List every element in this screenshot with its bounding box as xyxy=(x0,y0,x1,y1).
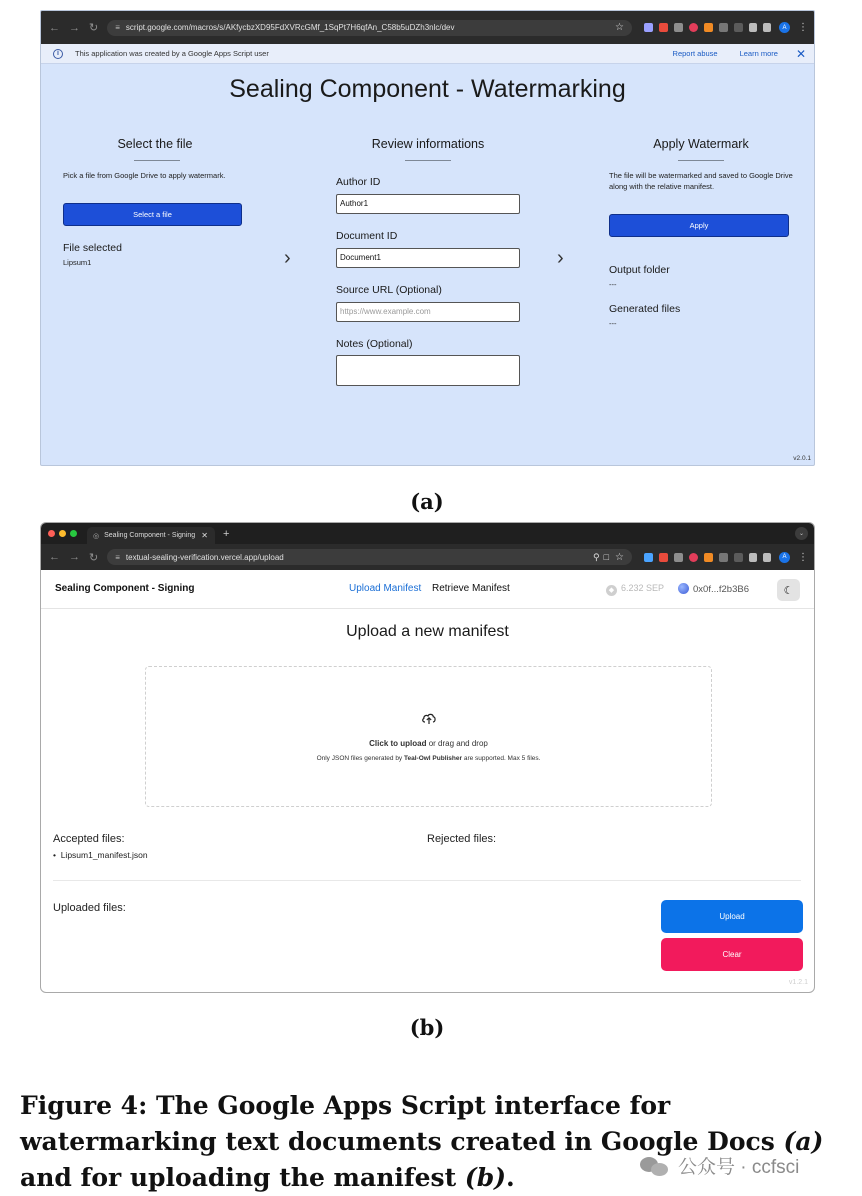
globe-icon: ◎ xyxy=(93,532,100,540)
extension-icon[interactable] xyxy=(659,23,668,32)
app-header xyxy=(41,570,814,609)
accepted-file-item: Lipsum1_manifest.json xyxy=(60,850,148,860)
nav-upload-manifest[interactable]: Upload Manifest xyxy=(349,583,422,594)
more-menu-icon[interactable]: ⋮ xyxy=(798,22,808,33)
profile-avatar[interactable]: A xyxy=(779,22,790,33)
extension-icon[interactable] xyxy=(689,23,698,32)
page-icon[interactable]: □ xyxy=(603,552,610,562)
select-file-button[interactable]: Select a file xyxy=(63,203,242,226)
chevron-right-icon: › xyxy=(557,247,564,269)
browser-tab[interactable] xyxy=(87,527,215,544)
hint-prefix: Only JSON files generated by xyxy=(316,755,404,762)
caption-text: . xyxy=(506,1163,515,1192)
extension-icon[interactable] xyxy=(689,553,698,562)
upload-button[interactable]: Upload xyxy=(661,900,803,933)
back-icon[interactable]: ← xyxy=(49,551,60,563)
source-url-label: Source URL (Optional) xyxy=(336,284,442,296)
new-tab-icon[interactable]: + xyxy=(223,527,230,540)
clear-button[interactable]: Clear xyxy=(661,938,803,971)
site-info-icon[interactable]: ≡ xyxy=(115,552,120,562)
author-id-label: Author ID xyxy=(336,176,381,188)
output-folder-value: --- xyxy=(609,280,617,289)
sidepanel-icon[interactable] xyxy=(763,553,771,562)
select-file-heading: Select the file xyxy=(117,137,193,151)
forward-icon[interactable]: → xyxy=(69,21,80,34)
extension-icon[interactable] xyxy=(644,23,653,32)
report-abuse-link[interactable]: Report abuse xyxy=(672,49,718,58)
apply-button[interactable]: Apply xyxy=(609,214,789,237)
dropzone-main-text xyxy=(146,739,711,748)
extension-icon[interactable] xyxy=(719,553,728,562)
download-icon[interactable] xyxy=(749,23,757,32)
version-label: v1.2.1 xyxy=(788,979,808,986)
click-to-upload-text[interactable]: Click to upload xyxy=(369,739,427,748)
theme-toggle-button[interactable] xyxy=(777,579,800,601)
browser-tab-strip xyxy=(41,523,814,544)
app-brand: Sealing Component - Signing xyxy=(55,583,195,594)
heading-divider xyxy=(134,160,180,161)
heading-divider xyxy=(678,160,724,161)
chevron-right-icon: › xyxy=(284,247,291,269)
info-icon: i xyxy=(53,49,63,59)
caption-ref-a: (a) xyxy=(783,1127,824,1156)
nav-retrieve-manifest[interactable]: Retrieve Manifest xyxy=(432,583,510,594)
output-folder-label: Output folder xyxy=(609,264,670,276)
site-info-icon[interactable]: ≡ xyxy=(115,23,120,32)
profile-avatar[interactable]: A xyxy=(779,552,790,563)
info-message: This application was created by a Google Apps Script user xyxy=(75,49,269,58)
watermark-text: 公众号 · ccfsci xyxy=(678,1157,800,1178)
close-icon[interactable]: ✕ xyxy=(795,46,806,61)
dropzone-hint xyxy=(146,755,711,762)
accepted-files-label: Accepted files: xyxy=(53,833,125,845)
upload-title: Upload a new manifest xyxy=(346,623,509,640)
file-selected-value: Lipsum1 xyxy=(63,258,92,267)
browser-address-bar xyxy=(41,11,814,44)
wallet-button[interactable] xyxy=(678,583,749,595)
zoom-icon[interactable]: ⚲ xyxy=(593,551,600,562)
download-icon[interactable] xyxy=(749,553,757,562)
puzzle-icon[interactable] xyxy=(734,553,743,562)
author-id-input[interactable]: Author1 xyxy=(336,194,520,214)
balance-value: 6.232 SEP xyxy=(621,583,665,593)
maximize-window-dot[interactable] xyxy=(70,530,77,537)
minimize-window-dot[interactable] xyxy=(59,530,66,537)
extension-icon[interactable] xyxy=(659,553,668,562)
apply-description: The file will be watermarked and saved to Google Drive along with the relative manifest. xyxy=(609,171,793,191)
reload-icon[interactable]: ↻ xyxy=(89,551,99,564)
extension-icon[interactable] xyxy=(644,553,653,562)
apps-script-info-bar xyxy=(41,44,814,64)
forward-icon[interactable]: → xyxy=(69,551,80,563)
file-selected-label: File selected xyxy=(63,242,122,254)
document-id-input[interactable]: Document1 xyxy=(336,248,520,268)
figure-b-screenshot xyxy=(40,522,815,993)
uploaded-files-label: Uploaded files: xyxy=(53,902,126,914)
hint-brand: Teal-Owl Publisher xyxy=(404,755,463,762)
wechat-logo-icon xyxy=(640,1155,670,1177)
bookmark-star-icon[interactable]: ☆ xyxy=(615,551,624,563)
wallet-address: 0x0f...f2b3B6 xyxy=(693,584,749,595)
file-dropzone[interactable] xyxy=(145,666,712,807)
extension-icon[interactable] xyxy=(674,553,683,562)
reload-icon[interactable]: ↻ xyxy=(89,22,99,34)
tab-title: Sealing Component - Signing xyxy=(104,532,196,539)
url-text: textual-sealing-verification.vercel.app/upload xyxy=(125,552,284,562)
learn-more-link[interactable]: Learn more xyxy=(739,49,778,58)
caption-text: and for uploading the manifest xyxy=(20,1163,465,1192)
extension-icon[interactable] xyxy=(719,23,728,32)
url-field[interactable] xyxy=(107,20,632,36)
review-heading: Review informations xyxy=(371,137,485,151)
extension-icon[interactable] xyxy=(674,23,683,32)
back-icon[interactable]: ← xyxy=(49,21,60,34)
bookmark-star-icon[interactable]: ☆ xyxy=(615,22,624,33)
balance-display xyxy=(606,583,664,596)
caption-ref-b: (b) xyxy=(464,1163,507,1192)
extension-icon[interactable] xyxy=(704,23,713,32)
subfigure-label-b: (b) xyxy=(409,1015,445,1040)
apply-watermark-heading: Apply Watermark xyxy=(653,137,749,151)
caption-text: Figure 4: The Google Apps Script interface for watermarking text documents created in Google Docs xyxy=(20,1091,784,1156)
url-field[interactable] xyxy=(107,549,632,565)
ethereum-icon: ◆ xyxy=(606,585,617,596)
wallet-avatar-icon xyxy=(678,583,689,594)
browser-address-bar xyxy=(41,544,814,570)
notes-textarea[interactable] xyxy=(336,355,520,386)
source-url-input[interactable]: https://www.example.com xyxy=(336,302,520,322)
list-bullet: • xyxy=(53,850,61,860)
rejected-files-label: Rejected files: xyxy=(427,833,497,845)
generated-files-label: Generated files xyxy=(609,303,681,315)
document-id-label: Document ID xyxy=(336,230,398,242)
cloud-upload-icon xyxy=(421,711,437,725)
url-text: script.google.com/macros/s/AKfycbzXD95FdXVRcGMf_1SqPt7H6qfAn_C58b5uDZh3nlc/dev xyxy=(125,23,455,32)
select-instructions: Pick a file from Google Drive to apply watermark. xyxy=(63,171,226,180)
wechat-watermark xyxy=(640,1152,799,1179)
sidepanel-icon[interactable] xyxy=(763,23,771,32)
tab-search-icon[interactable]: ⌄ xyxy=(795,527,808,540)
subfigure-label-a: (a) xyxy=(410,489,444,514)
figure-caption xyxy=(20,1088,842,1196)
generated-files-value: --- xyxy=(609,319,617,328)
extension-icon[interactable] xyxy=(704,553,713,562)
version-label: v2.0.1 xyxy=(793,455,811,462)
accepted-files-list xyxy=(53,850,148,860)
hint-suffix: are supported. Max 5 files. xyxy=(462,755,541,762)
close-tab-icon[interactable]: ✕ xyxy=(201,531,208,540)
page-title: Sealing Component - Watermarking xyxy=(229,75,626,103)
puzzle-icon[interactable] xyxy=(734,23,743,32)
heading-divider xyxy=(405,160,451,161)
notes-label: Notes (Optional) xyxy=(336,338,413,350)
moon-icon: ☾ xyxy=(783,584,794,597)
more-menu-icon[interactable]: ⋮ xyxy=(798,551,808,563)
figure-a-screenshot xyxy=(40,10,815,466)
close-window-dot[interactable] xyxy=(48,530,55,537)
section-divider xyxy=(53,880,801,881)
drag-drop-text: or drag and drop xyxy=(426,739,488,748)
